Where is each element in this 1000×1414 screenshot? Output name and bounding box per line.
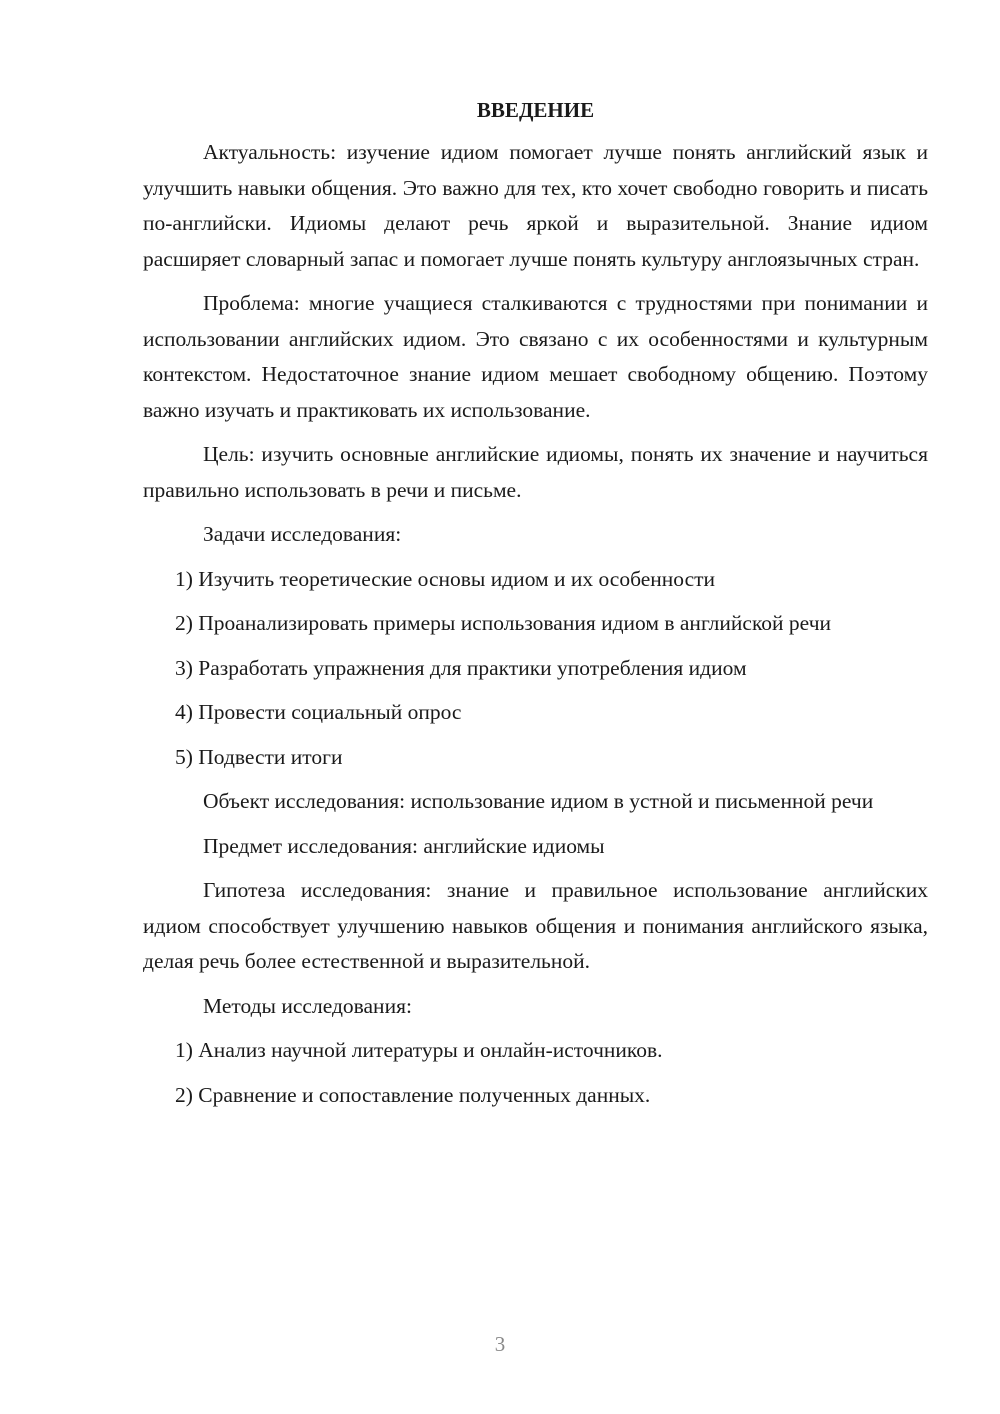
goal-paragraph: Цель: изучить основные английские идиомы, понять их значение и научиться правильно использовать в речи и письме. [143, 442, 928, 502]
subject-paragraph: Предмет исследования: английские идиомы [203, 833, 605, 858]
tasks-heading: Задачи исследования: [203, 522, 402, 546]
object-paragraph: Объект исследования: использование идиом в устной и письменной речи [203, 789, 874, 813]
method-item: 2) Сравнение и сопоставление полученных данных. [175, 1082, 651, 1107]
task-item: 4) Провести социальный опрос [175, 700, 462, 724]
page-content [143, 95, 928, 1122]
task-item: 1) Изучить теоретические основы идиом и их особенности [175, 566, 716, 591]
task-item: 3) Разработать упражнения для практики употребления идиом [175, 655, 747, 680]
hypothesis-paragraph: Гипотеза исследования: знание и правильное использование английских идиом способствует улучшению навыков общения и понимания английского языка, делая речь более естественной и выразительной. [143, 878, 928, 973]
task-item: 2) Проанализировать примеры использования идиом в английской речи [175, 611, 832, 635]
page-number: 3 [494, 1332, 506, 1356]
problem-paragraph: Проблема: многие учащиеся сталкиваются с трудностями при понимании и использовании английских идиом. Это связано с их особенностями и культурным контекстом. Недостаточное знание идиом мешает свободному общению. Поэтому важно изучать и практиковать их использование. [143, 291, 928, 422]
task-item: 5) Подвести итоги [175, 744, 343, 769]
methods-heading: Методы исследования: [203, 993, 412, 1018]
relevance-paragraph: Актуальность: изучение идиом помогает лучше понять английский язык и улучшить навыки общения. Это важно для тех, кто хочет свободно говорить и писать по-английски. Идиомы делают речь яркой и выразительной. Знание идиом расширяет словарный запас и помогает лучше понять культуру англоязычных стран. [143, 140, 928, 271]
method-item: 1) Анализ научной литературы и онлайн-источников. [175, 1038, 663, 1062]
page-title: ВВЕДЕНИЕ [476, 98, 595, 122]
